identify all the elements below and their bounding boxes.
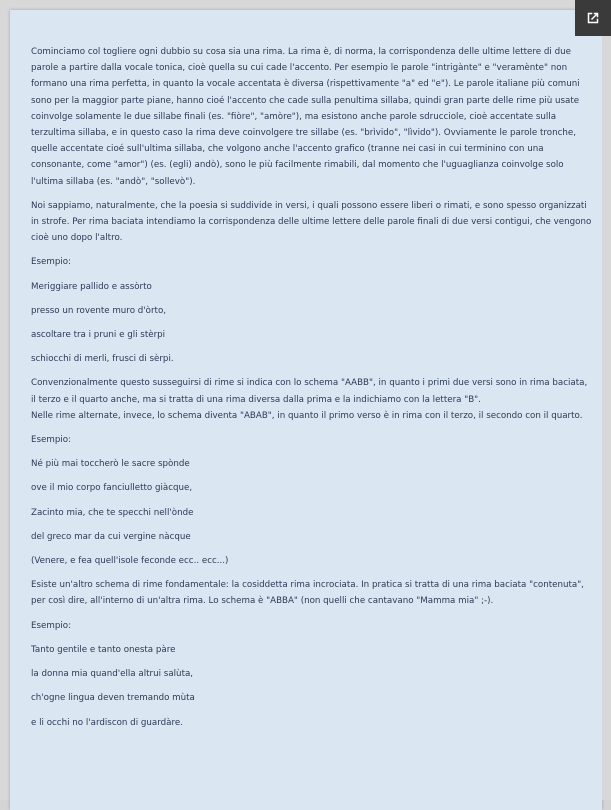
verse-line: ove il mio corpo fanciulletto giàcque,: [31, 483, 193, 494]
verse-line: Meriggiare pallido e assòrto: [31, 281, 152, 292]
example-label: Esempio:: [31, 257, 71, 268]
scroll-gutter: [602, 36, 611, 800]
open-in-new-icon: [584, 9, 602, 27]
example-label: Esempio:: [31, 435, 71, 446]
verse-line: schiocchi di merli, frusci di sèrpi.: [31, 354, 174, 365]
verse-line: Zacinto mia, che te specchi nell'ònde: [31, 507, 194, 518]
document-content: [31, 44, 593, 739]
verse-line: la donna mia quand'ella altrui salùta,: [31, 669, 194, 680]
popout-button[interactable]: [575, 0, 611, 36]
verse-line: Né più mai toccherò le sacre spònde: [31, 459, 190, 470]
verse-line: presso un rovente muro d'òrto,: [31, 305, 167, 316]
example-label: Esempio:: [31, 620, 71, 631]
verse-line: (Venere, e fea quell'isole feconde ecc.. ecc...): [31, 556, 229, 567]
verse-line: del greco mar da cui vergine nàcque: [31, 531, 191, 542]
document-page: [10, 10, 602, 810]
paragraph-rima-baciata: Noi sappiamo, naturalmente, che la poesia si suddivide in versi, i quali possono essere liberi o rimati, e sono spesso organizzati in strofe. Per rima baciata intendiamo la corrispondenza delle ultime lettere delle parole finali di due versi contigui, che vengono cioè uno dopo l'altro.: [31, 200, 592, 244]
verse-line: ascoltare tra i pruni e gli stèrpi: [31, 330, 166, 341]
paragraph-rima-incrociata: Esiste un'altro schema di rime fondamentale: la cosiddetta rima incrociata. In pratica si tratta di una rima baciata "contenuta", per così dire, all'interno di un'altra rima. Lo schema è "ABBA" (non quelli che cantavano "Mamma mia" ;-).: [31, 580, 584, 607]
verse-line: ch'ogne lingua deven tremando mùta: [31, 693, 195, 704]
verse-line: e li occhi no l'ardiscon di guardàre.: [31, 717, 183, 728]
paragraph-schema-aabb: Convenzionalmente questo susseguirsi di rime si indica con lo schema "AABB", in quanto i primi due versi sono in rima baciata, il terzo e il quarto anche, ma si tratta di una rima diversa dalla prima e la indichiamo con la lettera "B". Nelle rime alternate, invece, lo schema diventa "ABAB", in quanto il primo verso è in rima con il terzo, il secondo con il quarto.: [31, 378, 588, 421]
paragraph-intro: Cominciamo col togliere ogni dubbio su cosa sia una rima. La rima è, di norma, la corrispondenza delle ultime lettere di due parole a partire dalla vocale tonica, cioè quella su cui cade l'accento. Per esempio le parole "intrigànte" e "veramènte" non formano una rima perfetta, in quanto la vocale accentata è diversa (rispettivamente "a" ed "e"). Le parole italiane più comuni sono per la maggior parte piane, hanno cioé l'accento che cade sulla penultima sillaba, quindi gran parte delle rime più usate coinvolge solamente le due sillabe finali (es. "fiòre", "amòre"), ma esistono anche parole sdrucciole, cioè accentate sulla terzultima sillaba, e in questo caso la rima deve coinvolgere tre sillabe (es. "brìvido", "lìvido"). Ovviamente le parole tronche, quelle accentate cioé sull'ultima sillaba, che volgono anche l'accento grafico (tranne nei casi in cui terminino con una consonante, come "amor") (es. (egli) andò), sono le più facilmente rimabili, dal momento che l'uguaglianza coinvolge solo l'ultima sillaba (es. "andò", "sollevò").: [31, 47, 580, 187]
verse-line: Tanto gentile e tanto onesta pàre: [31, 644, 176, 655]
